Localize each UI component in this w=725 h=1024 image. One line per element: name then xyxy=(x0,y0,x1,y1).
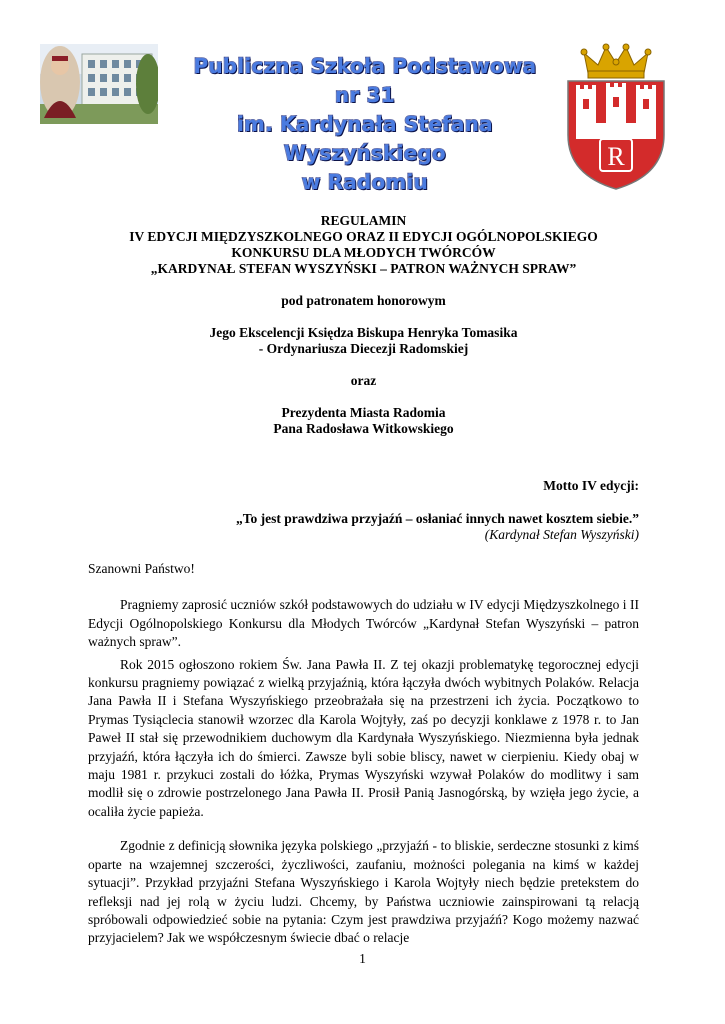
school-name-line-2: im. Kardynała Stefana Wyszyńskiego xyxy=(237,112,493,165)
patronage-intro: pod patronatem honorowym xyxy=(281,293,446,308)
patron-bishop-line-2: - Ordynariusza Diecezji Radomskiej xyxy=(258,341,469,356)
paragraph-invitation: Pragniemy zaprosić uczniów szkół podstawowych do udziału w IV edycji Międzyszkolnego i II Edycji Ogólnopolskiego Konkursu dla Młodych Twórców „Kardynał Stefan Wyszyński – patron ważnych spraw”. xyxy=(88,597,639,650)
motto-author: (Kardynał Stefan Wyszyński) xyxy=(484,527,639,542)
school-name-line-3: w Radomiu xyxy=(301,170,429,194)
paragraph-definition: Zgodnie z definicją słownika języka polskiego „przyjaźń - to bliskie, serdeczne stosunki z kimś oparte na wzajemnej szczerości, życzliwości, zaufaniu, możności polegania na kimś w każdej sytuacji”. Przykład przyjaźni Stefana Wyszyńskiego i Karola Wojtyły niech będzie pretekstem do refleksji nad jej rolą w życiu ludzi. Chcemy, by Państwa uczniowie zainspirowani tą relacją spróbowali odpowiedzieć sobie na pytania: Czym jest prawdziwa przyjaźń? Kogo możemy nazwać przyjacielem? Jak we współczesnym świecie dbać o relacje xyxy=(88,838,639,946)
school-photo xyxy=(40,44,158,124)
page-number: 1 xyxy=(359,951,366,966)
title-line-4: „KARDYNAŁ STEFAN WYSZYŃSKI – PATRON WAŻNYCH SPRAW” xyxy=(150,261,577,276)
school-name xyxy=(180,52,550,197)
motto-label: Motto IV edycji: xyxy=(543,478,639,493)
greeting: Szanowni Państwo! xyxy=(88,561,195,576)
document-body xyxy=(88,213,639,948)
motto-quote: „To jest prawdziwa przyjaźń – osłaniać innych nawet kosztem siebie.” xyxy=(236,511,639,526)
patron-mayor-line-2: Pana Radosława Witkowskiego xyxy=(273,421,454,436)
patronage-and: oraz xyxy=(350,373,377,388)
title-regulamin: REGULAMIN xyxy=(320,213,407,228)
patron-bishop-line-1: Jego Ekscelencji Księdza Biskupa Henryka Tomasika xyxy=(209,325,518,340)
page-header xyxy=(0,0,725,194)
title-line-3: KONKURSU DLA MŁODYCH TWÓRCÓW xyxy=(231,245,496,260)
paragraph-friendship-history: Rok 2015 ogłoszono rokiem Św. Jana Pawła II. Z tej okazji problematykę tegorocznej edycji konkursu pragniemy powiązać z wielką przyjaźnią, która łączyła dwóch wybitnych Polaków. Relacja Jana Pawła II i Stefana Wyszyńskiego przeobrażała się na przestrzeni ich życia. Początkowo to Prymas Tysiąclecia stanowił wzorzec dla Karola Wojtyły, zaś po decyzji konklawe z 1978 r. to Jan Paweł II stał się przewodnikiem duchowym dla Kardynała Wyszyńskiego. Niezmienna była jednak przyjaźń, która łączyła ich do śmierci. Zawsze byli sobie bliscy, nawet w cierpieniu. Kiedy obaj w maju 1981 r. przykuci zostali do łóżka, Prymas Wyszyński wzywał Polaków do modlitwy i sam modlił się o zdrowie postrzelonego Jana Pawła II. Prosił Panią Jasnogórską, by wzięła jego życie, a ocaliła życie papieża. xyxy=(88,656,639,819)
patron-mayor-line-1: Prezydenta Miasta Radomia xyxy=(281,405,446,420)
school-name-line-1: Publiczna Szkoła Podstawowa nr 31 xyxy=(193,54,537,107)
title-line-2: IV EDYCJI MIĘDZYSZKOLNEGO ORAZ II EDYCJI OGÓLNOPOLSKIEGO xyxy=(129,229,598,244)
radom-coat-of-arms xyxy=(562,43,670,191)
crest-letter: R xyxy=(607,142,625,171)
